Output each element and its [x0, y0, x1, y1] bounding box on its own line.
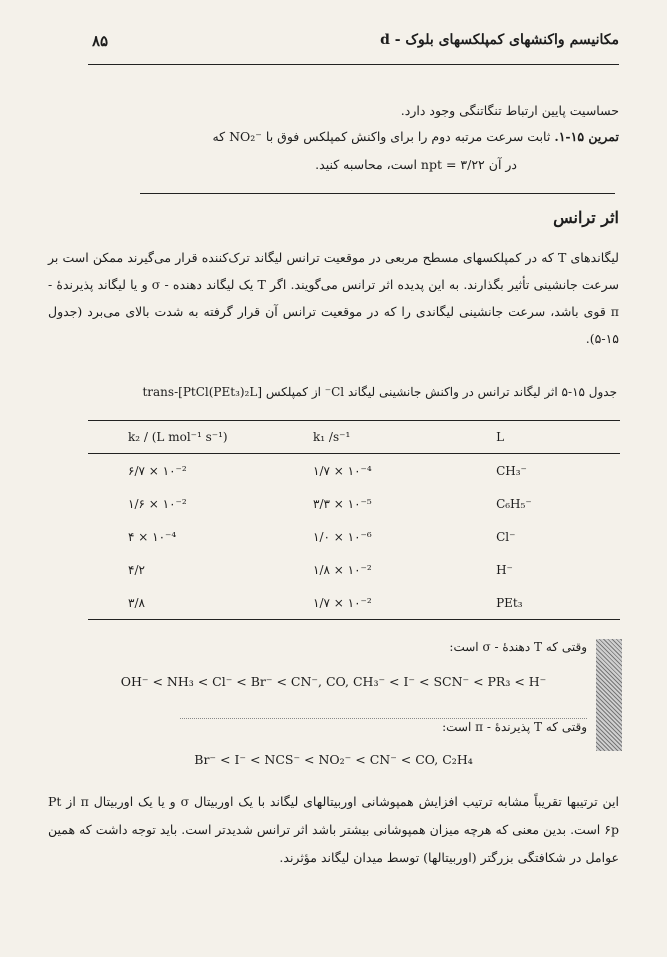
table-row [88, 454, 620, 488]
sigma-donor-label: وقتی که T دهندهٔ - σ است: [449, 640, 587, 654]
table-row [88, 520, 620, 553]
exercise-formula: NO₂⁻ [229, 129, 262, 144]
cell-k1: ۱/۷ × ۱۰⁻² [283, 586, 478, 620]
exercise-line-1 [48, 124, 619, 150]
cell-k2: ۶/۷ × ۱۰⁻² [128, 463, 187, 478]
chapter-title: مکانیسم واکنشهای کمپلکسهای بلوک - d [380, 32, 619, 48]
header-k1: k₁ /s⁻¹ [283, 421, 478, 454]
cell-L: H⁻ [496, 562, 513, 577]
table-row [88, 586, 620, 620]
pi-acceptor-series: Br⁻ < I⁻ < NCS⁻ < NO₂⁻ < CN⁻ < CO, C₂H₄ [194, 752, 473, 767]
cell-L: PEt₃ [478, 586, 620, 620]
table-row [88, 553, 620, 586]
exercise-line2-after: است، محاسبه کنید. [315, 157, 417, 172]
trans-effect-table [88, 420, 620, 620]
dotted-divider [180, 718, 587, 719]
exercise-line-2 [48, 152, 517, 178]
exercise-label: تمرین ۱۵-۱. [554, 129, 619, 144]
pi-acceptor-label: وقتی که T پذیرندهٔ - π است: [442, 720, 587, 734]
header-divider [88, 64, 619, 65]
exercise-line2-formula: npt = ۳/۲۲ [420, 157, 485, 172]
exercise-text: ثابت سرعت مرتبه دوم را برای واکنش کمپلکس فوق با [265, 129, 551, 144]
margin-shade-bar [596, 639, 622, 751]
exercise-text-end: که [212, 129, 226, 144]
cell-k2: ۴ × ۱۰⁻⁴ [128, 529, 177, 544]
conclusion-paragraph: این ترتیبها تقریباً مشابه ترتیب افزایش همپوشانی اوربیتالهای لیگاند با یک اوربیتال σ و یا یک اوربیتال π از Pt ۶p است. بدین معنی که هرچه میزان همپوشانی بیشتر باشد اثر ترانس شدیدتر است. باید توجه داشت که همین عوامل در شکافتگی بزرگتر (اوربیتالها) توسط میدان لیگاند مؤثرند. [48, 794, 619, 865]
page-number: ۸۵ [92, 32, 109, 50]
section-heading: اثر ترانس [553, 208, 619, 227]
cell-k1: ۱/۸ × ۱۰⁻² [313, 562, 372, 577]
header-L: L [478, 421, 620, 454]
table-caption: جدول ۱۵-۵ اثر لیگاند ترانس در واکنش جانشینی لیگاند Cl⁻ از کمپلکس [PtCl(PEt₃)₂L]-trans [142, 385, 617, 399]
exercise-divider [140, 193, 615, 194]
sigma-donor-series: OH⁻ < NH₃ < Cl⁻ < Br⁻ < CN⁻, CO, CH₃⁻ < I⁻ < SCN⁻ < PR₃ < H⁻ [120, 674, 547, 689]
cell-k1: ۳/۳ × ۱۰⁻⁵ [313, 496, 372, 511]
intro-line: حساسیت پایین ارتباط تنگاتنگی وجود دارد. [400, 103, 619, 118]
cell-k1: ۱/۷ × ۱۰⁻⁴ [313, 463, 372, 478]
cell-L: CH₃⁻ [496, 463, 527, 478]
section-paragraph: لیگاندهای T که در کمپلکسهای مسطح مربعی در موقعیت ترانس لیگاند ترک‌کننده قرار می‌گیرند ممکن است بر سرعت جانشینی تأثیر بگذارند. به این پدیده اثر ترانس می‌گویند. اگر T یک لیگاند دهنده - σ و یا لیگاند پذیرندهٔ - π قوی باشد، سرعت جانشینی لیگاندی را که در موقعیت ترانس آن قرار گرفته به شدت بالای می‌برد (جدول ۱۵-۵). [48, 250, 619, 346]
cell-k2: ۱/۶ × ۱۰⁻² [128, 496, 187, 511]
cell-k1: ۱/۰ × ۱۰⁻⁶ [313, 529, 372, 544]
cell-L: Cl⁻ [496, 529, 516, 544]
cell-k2: ۴/۲ [128, 562, 145, 577]
table-row [88, 487, 620, 520]
table-header-row [88, 421, 620, 454]
cell-L: C₆H₅⁻ [496, 496, 532, 511]
running-header [80, 28, 619, 56]
cell-k2: ۳/۸ [88, 586, 283, 620]
exercise-line2-before: در آن [488, 157, 517, 172]
header-k2: k₂ / (L mol⁻¹ s⁻¹) [88, 421, 283, 454]
